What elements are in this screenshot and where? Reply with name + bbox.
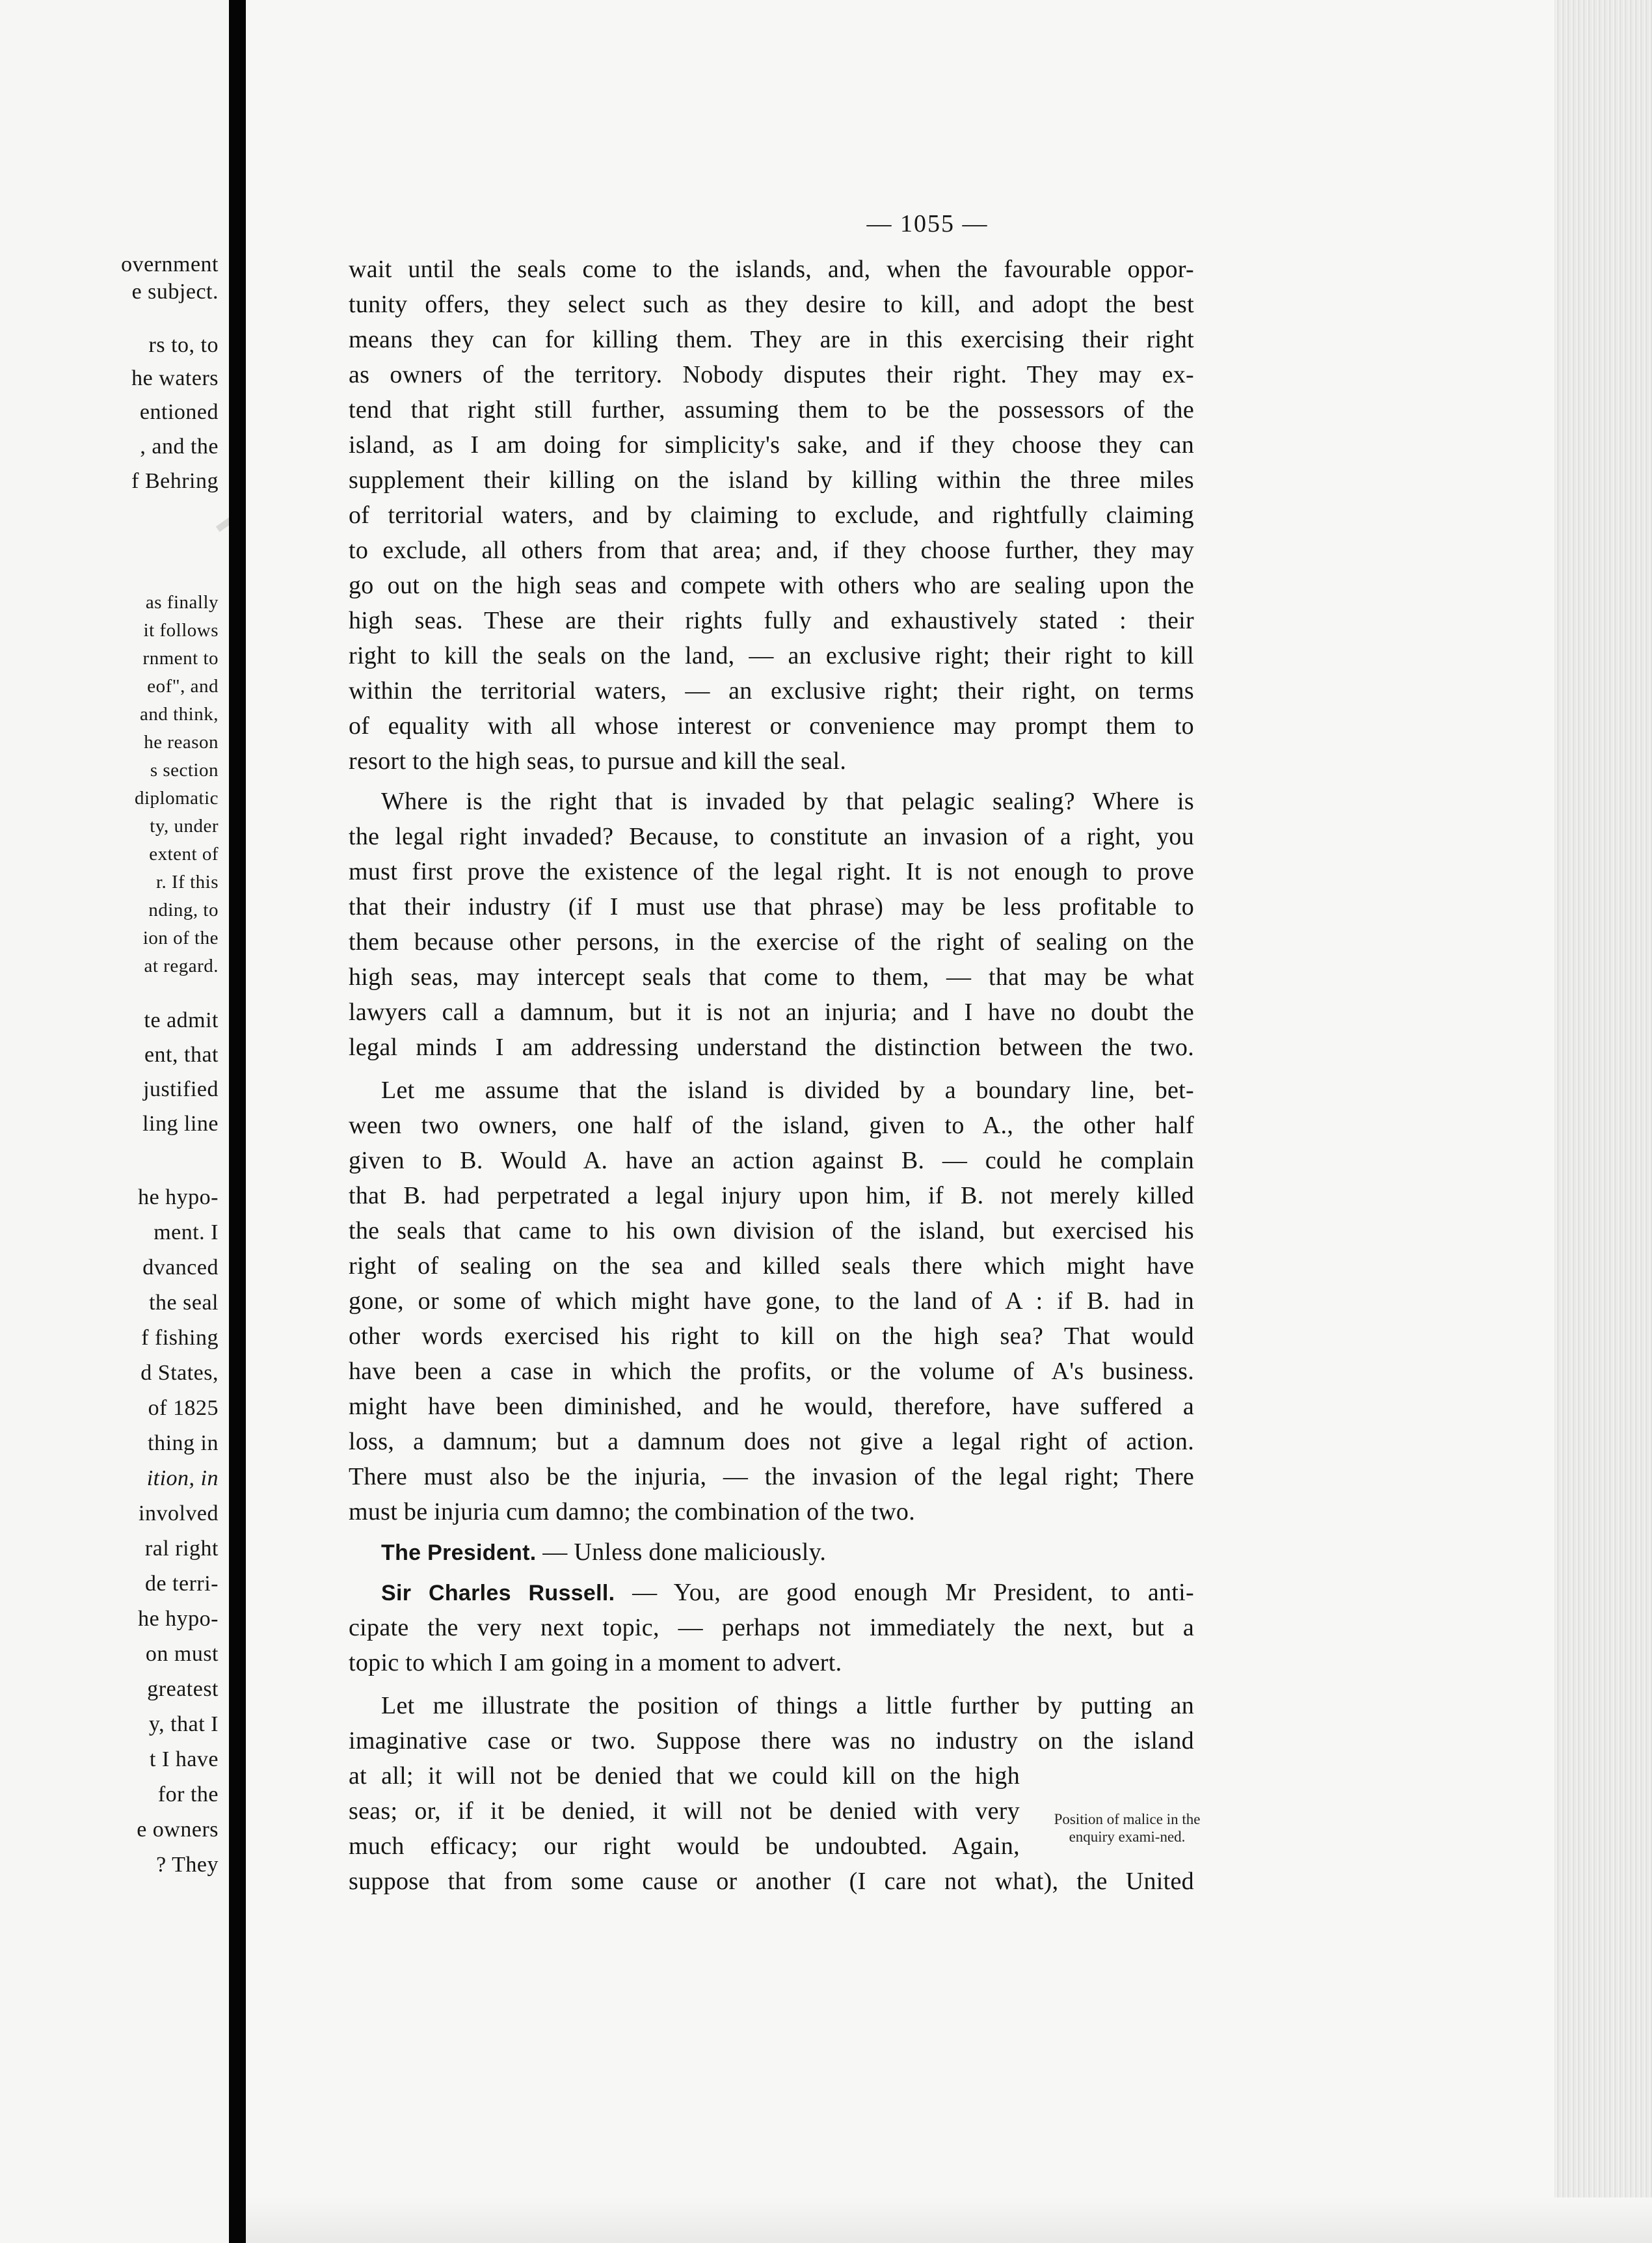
text-line: high seas, may intercept seals that come to them, — that may be what xyxy=(349,963,1194,991)
left-fragment: dvanced xyxy=(142,1256,219,1280)
left-fragment: r. If this xyxy=(155,872,219,893)
text-line: given to B. Would A. have an action against B. — could he complain xyxy=(349,1147,1194,1174)
left-fragment: as finally xyxy=(145,592,219,613)
left-fragment: d States, xyxy=(140,1361,219,1385)
text-line: must be injuria cum damno; the combination of the two. xyxy=(349,1498,916,1525)
left-fragment: ion of the xyxy=(142,928,219,948)
text-line: within the territorial waters, — an exclusive right; their right, on terms xyxy=(349,677,1194,705)
text-line: means they can for killing them. They are in this exercising their right xyxy=(349,326,1194,353)
president-line xyxy=(349,1538,1194,1567)
left-fragment: e owners xyxy=(137,1818,219,1842)
left-fragment: ition, in xyxy=(146,1466,219,1490)
page-bottom xyxy=(246,2197,1652,2243)
left-fragment: the seal xyxy=(149,1291,219,1315)
text-line: Where is the right that is invaded by that pelagic sealing? Where is xyxy=(381,788,1194,815)
text-line: that B. had perpetrated a legal injury upon him, if B. not merely killed xyxy=(349,1182,1194,1209)
text-line: legal minds I am addressing understand the distinction between the two. xyxy=(349,1034,1194,1061)
text-line: ween two owners, one half of the island, given to A., the other half xyxy=(349,1112,1194,1139)
page-number: — 1055 — xyxy=(866,210,989,237)
left-fragment: of 1825 xyxy=(148,1396,219,1420)
text-line: right of sealing on the sea and killed seals there which might have xyxy=(349,1252,1194,1280)
left-fragment: y, that I xyxy=(148,1712,219,1736)
text-line: tend that right still further, assuming them to be the possessors of the xyxy=(349,396,1194,423)
left-fragment: rs to, to xyxy=(148,333,219,357)
left-fragment: ment. I xyxy=(153,1220,219,1244)
left-fragment: rnment to xyxy=(142,648,219,669)
left-fragment: ent, that xyxy=(144,1043,219,1067)
left-fragment: and think, xyxy=(140,704,219,725)
left-fragment: ling line xyxy=(142,1112,219,1136)
left-fragment: at regard. xyxy=(144,956,219,976)
speaker-name: Sir Charles Russell. xyxy=(381,1581,615,1605)
text-line: imaginative case or two. Suppose there was no industry on the island xyxy=(349,1727,1194,1754)
left-fragment: s section xyxy=(150,760,219,781)
left-fragment: , and the xyxy=(140,435,219,459)
margin-note: Position of malice in the enquiry exami-ned. xyxy=(1054,1811,1201,1845)
left-fragment: greatest xyxy=(147,1677,219,1701)
text-line: island, as I am doing for simplicity's sake, and if they choose they can xyxy=(349,431,1194,459)
speaker-text: — You, are good enough Mr President, to anti- xyxy=(615,1579,1194,1606)
left-fragment: extent of xyxy=(149,844,219,865)
left-fragment: ? They xyxy=(156,1853,219,1877)
text-line: topic to which I am going in a moment to advert. xyxy=(349,1649,842,1676)
text-line: might have been diminished, and he would, therefore, have suffered a xyxy=(349,1393,1194,1420)
left-fragment: te admit xyxy=(144,1008,219,1032)
speaker-text: — Unless done maliciously. xyxy=(536,1538,827,1566)
left-fragment: t I have xyxy=(150,1747,219,1771)
text-line: wait until the seals come to the islands, and, when the favourable oppor- xyxy=(349,256,1194,283)
left-fragment: justified xyxy=(143,1077,219,1101)
text-line: suppose that from some cause or another (I care not what), the United xyxy=(349,1868,1194,1895)
text-line: gone, or some of which might have gone, to the land of A : if B. had in xyxy=(349,1287,1194,1315)
text-line: other words exercised his right to kill on the high sea? That would xyxy=(349,1323,1194,1350)
left-fragment: de terri- xyxy=(144,1572,219,1596)
left-fragment: thing in xyxy=(148,1431,219,1455)
text-line: to exclude, all others from that area; and, if they choose further, they may xyxy=(349,537,1194,564)
left-fragment: for the xyxy=(157,1782,219,1806)
text-line: right to kill the seals on the land, — an exclusive right; their right to kill xyxy=(349,642,1194,669)
text-line: as owners of the territory. Nobody disputes their right. They may ex- xyxy=(349,361,1194,388)
left-fragment: he hypo- xyxy=(138,1607,219,1631)
left-page xyxy=(0,0,229,2243)
text-line: cipate the very next topic, — perhaps not immediately the next, but a xyxy=(349,1614,1194,1641)
text-line: much efficacy; our right would be undoubted. Again, xyxy=(349,1833,1020,1860)
text-line: lawyers call a damnum, but it is not an injuria; and I have no doubt the xyxy=(349,999,1194,1026)
left-fragment: it follows xyxy=(143,620,219,641)
text-line: Let me illustrate the position of things a little further by putting an xyxy=(381,1692,1194,1719)
text-line: supplement their killing on the island by killing within the three miles xyxy=(349,466,1194,494)
right-page xyxy=(246,0,1652,2243)
text-line: of equality with all whose interest or convenience may prompt them to xyxy=(349,712,1194,740)
text-line: tunity offers, they select such as they desire to kill, and adopt the best xyxy=(349,291,1194,318)
text-line: the legal right invaded? Because, to constitute an invasion of a right, you xyxy=(349,823,1194,850)
text-line: high seas. These are their rights fully and exhaustively stated : their xyxy=(349,607,1194,634)
left-fragment: ty, under xyxy=(150,816,219,837)
text-line: resort to the high seas, to pursue and kill the seal. xyxy=(349,747,847,775)
text-line: Let me assume that the island is divided by a boundary line, bet- xyxy=(381,1077,1194,1104)
left-fragment: on must xyxy=(145,1642,219,1666)
page-edge xyxy=(1554,0,1652,2243)
text-line: that their industry (if I must use that phrase) may be less profitable to xyxy=(349,893,1194,920)
speaker-name: The President. xyxy=(381,1540,537,1565)
text-line: There must also be the injuria, — the invasion of the legal right; There xyxy=(349,1463,1194,1490)
left-fragment: he waters xyxy=(131,366,219,390)
text-line: the seals that came to his own division of the island, but exercised his xyxy=(349,1217,1194,1244)
left-fragment: he reason xyxy=(144,732,219,753)
left-fragment: entioned xyxy=(139,400,219,424)
left-fragment: he hypo- xyxy=(138,1185,219,1209)
text-line: them because other persons, in the exercise of the right of sealing on the xyxy=(349,928,1194,956)
text-line: must first prove the existence of the legal right. It is not enough to prove xyxy=(349,858,1194,885)
text-line: of territorial waters, and by claiming to exclude, and rightfully claiming xyxy=(349,502,1194,529)
left-fragment: f fishing xyxy=(141,1326,219,1350)
russell-line xyxy=(349,1578,1194,1607)
text-line: go out on the high seas and compete with others who are sealing upon the xyxy=(349,572,1194,599)
text-line: seas; or, if it be denied, it will not be denied with very xyxy=(349,1797,1020,1825)
book-gutter xyxy=(229,0,246,2243)
left-fragment: ral right xyxy=(144,1537,219,1561)
left-fragment: involved xyxy=(139,1501,219,1525)
left-fragment: eof", and xyxy=(147,676,219,697)
left-fragment: nding, to xyxy=(148,900,219,920)
left-fragment: overnment xyxy=(121,252,219,276)
text-line: at all; it will not be denied that we could kill on the high xyxy=(349,1762,1020,1790)
text-line: have been a case in which the profits, or the volume of A's business. xyxy=(349,1358,1194,1385)
left-fragment: e subject. xyxy=(131,280,219,304)
text-line: loss, a damnum; but a damnum does not give a legal right of action. xyxy=(349,1428,1194,1455)
left-fragment: diplomatic xyxy=(134,788,219,809)
left-fragment: f Behring xyxy=(131,469,219,493)
